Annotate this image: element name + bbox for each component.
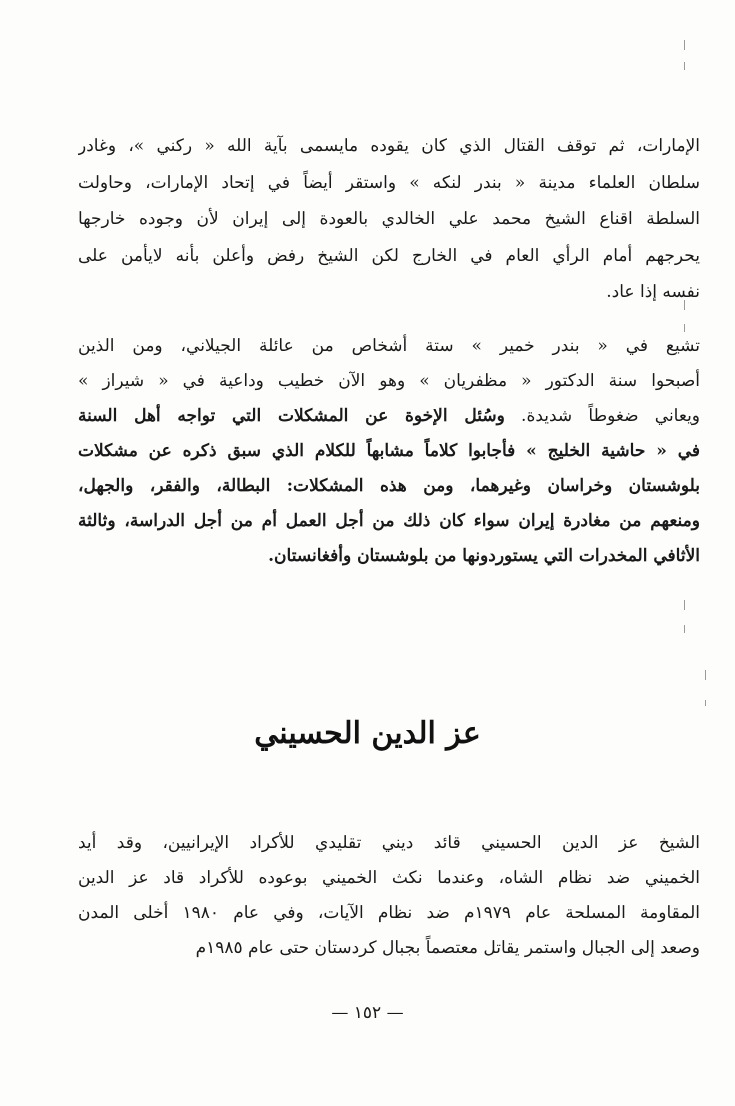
- text-line: الشيخ عز الدين الحسيني قائد ديني تقليدي للأكراد الإيرانيين، وقد أيد: [78, 833, 700, 853]
- paragraph-emirates: [78, 128, 700, 311]
- text-line: السلطة اقناع الشيخ محمد علي الخالدي بالعودة إلى إيران لأن وجوده خارجها: [78, 209, 700, 229]
- text-line: يحرجهم أمام الرأي العام في الخارج لكن الشيخ رفض وأعلن بأنه لايأمن على: [78, 245, 700, 266]
- section-title: عز الدين الحسيني: [254, 716, 481, 751]
- scan-artifact: [684, 62, 685, 70]
- scan-artifact: [705, 670, 706, 680]
- text-line: تشيع في « بندر خمير » ستة أشخاص من عائلة الجيلاني، ومن الذين: [78, 336, 700, 356]
- bold-text-segment: وسُئل الإخوة عن المشكلات التي تواجه أهل السنة: [78, 406, 505, 426]
- bold-text-line: في « حاشية الخليج » فأجابوا كلاماً مشابهاً للكلام الذي سبق ذكره عن مشكلات: [78, 441, 700, 461]
- page-number: — ١٥٢ —: [331, 1003, 404, 1023]
- text-line: الإمارات، ثم توقف القتال الذي كان يقوده مايسمى بآية الله « ركني »، وغادر: [78, 136, 700, 156]
- scan-artifact: [684, 625, 685, 633]
- scan-artifact: [705, 700, 706, 706]
- text-line: سلطان العلماء مدينة « بندر لنكه » واستقر أيضاً في إتحاد الإمارات، وحاولت: [78, 172, 700, 193]
- text-line: الخميني ضد نظام الشاه، وعندما نكث الخميني بوعوده للأكراد قاد عز الدين: [78, 868, 700, 888]
- text-line-mixed: [78, 399, 700, 434]
- bold-text-line: بلوشستان وخراسان وغيرهما، ومن هذه المشكلات: البطالة، والفقر، والجهل،: [78, 476, 700, 496]
- text-segment: ويعاني ضغوطاً شديدة.: [521, 406, 700, 426]
- paragraph-husseini: [78, 826, 700, 966]
- scan-artifact: [684, 40, 685, 50]
- text-line: المقاومة المسلحة عام ١٩٧٩م ضد نظام الآيات، وفي عام ١٩٨٠ أخلى المدن: [78, 903, 700, 923]
- text-line: أصبحوا سنة الدكتور « مظفريان » وهو الآن خطيب وداعية في « شيراز »: [78, 371, 700, 391]
- text-line: وصعد إلى الجبال واستمر يقاتل معتصماً بجبال كردستان حتى عام ١٩٨٥م: [195, 938, 700, 958]
- scan-artifact: [684, 600, 685, 610]
- bold-text-line: الأثافي المخدرات التي يستوردونها من بلوشستان وأفغانستان.: [268, 546, 700, 566]
- text-line: نفسه إذا عاد.: [606, 282, 700, 302]
- paragraph-bandar-khamir: [78, 329, 700, 574]
- bold-text-line: ومنعهم من مغادرة إيران سواء كان ذلك من أجل العمل أم من أجل الدراسة، وثالثة: [78, 511, 700, 531]
